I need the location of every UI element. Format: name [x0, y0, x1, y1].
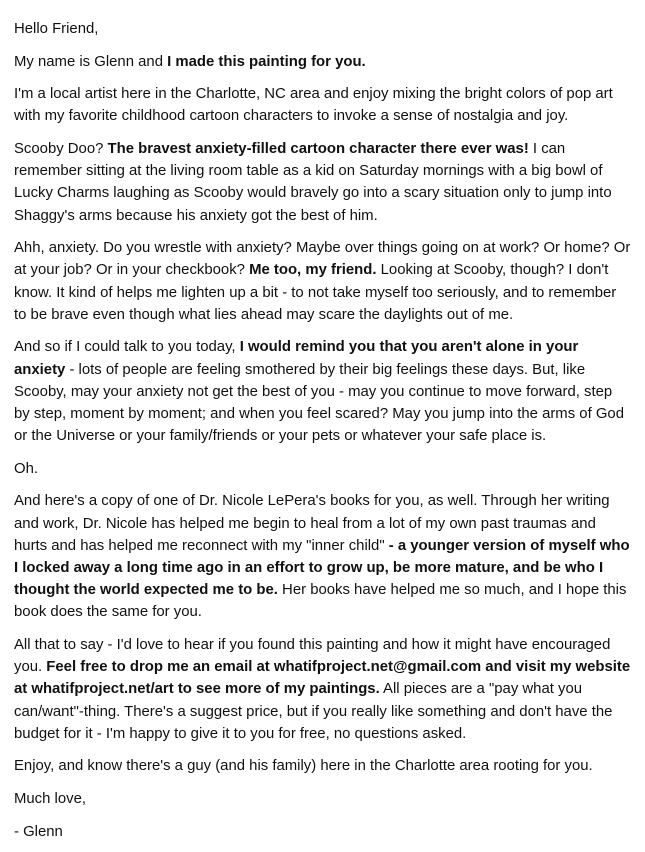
intro-emphasis: I made this painting for you. — [167, 53, 366, 70]
contact-paragraph — [14, 634, 631, 745]
closing: Much love, — [14, 791, 87, 807]
contact-text-end: All pieces are a "pay what you can/want"-thing. There's a suggest price, but if you really like something and don't have the budget for it - I'm happy to give it to you for free, no questions asked. — [14, 681, 613, 742]
reminder-text-end: - lots of people are feeling smothered by their big feelings these days. But, like Scooby, may your anxiety not get the best of you - may you continue to move forward, step by step, moment by moment; and when you feel scared? May you jump into the arms of God or the Universe or your family/friends or your pets or whatever your safe place is. — [14, 361, 624, 445]
book-text-start: And here's a copy of one of Dr. Nicole LePera's books for you, as well. Through her writing and work, Dr. Nicole has helped me begin to heal from a lot of my own past traumas and hurts and has helped me reconnect with my "inner child" — [14, 493, 610, 554]
book-text-end: Her books have helped me so much, and I hope this book does the same for you. — [14, 582, 627, 621]
anxiety-text-start: Ahh, anxiety. Do you wrestle with anxiety? Maybe over things going on at work? Or home? Or at your job? Or in your checkbook? — [14, 240, 631, 279]
book-paragraph — [14, 490, 631, 623]
oh-paragraph: Oh. — [14, 460, 39, 477]
contact-text-start: All that to say - I'd love to hear if you found this painting and how it might have encouraged you. — [14, 637, 611, 676]
scooby-text-end: I can remember sitting at the living room table as a kid on Saturday mornings with a big bowl of Lucky Charms laughing as Scooby would bravely go into a scary situation only to jump into Shaggy's arms because his anxiety got the best of him. — [14, 140, 612, 224]
contact-emphasis: Feel free to drop me an email at whatifproject.net@gmail.com and visit my website at whatifproject.net/art to see more of my paintings. — [14, 659, 631, 698]
reminder-text-start: And so if I could talk to you today, — [14, 339, 240, 356]
anxiety-emphasis: Me too, my friend. — [249, 262, 377, 279]
artist-paragraph: I'm a local artist here in the Charlotte, NC area and enjoy mixing the bright colors of pop art with my favorite childhood cartoon characters to invoke a sense of nostalgia and joy. — [14, 86, 613, 125]
signature: - Glenn — [14, 823, 63, 840]
anxiety-text-end: Looking at Scooby, though? I don't know. It kind of helps me lighten up a bit - to not take myself too seriously, and to remember to be brave even though what lies ahead may scare the daylights out of me. — [14, 262, 617, 323]
greeting: Hello Friend, — [14, 21, 99, 37]
intro-paragraph — [14, 51, 631, 73]
scooby-text-start: Scooby Doo? — [14, 140, 108, 157]
intro-text: My name is Glenn and — [14, 53, 168, 70]
enjoy-paragraph: Enjoy, and know there's a guy (and his family) here in the Charlotte area rooting for you. — [14, 758, 593, 775]
scooby-paragraph — [14, 138, 631, 227]
reminder-paragraph — [14, 336, 631, 447]
book-emphasis: - a younger version of myself who I locked away a long time ago in an effort to grow up, be more mature, and be who I thought the world expected me to be. — [14, 537, 630, 599]
reminder-emphasis: I would remind you that you aren't alone in your anxiety — [14, 339, 579, 378]
anxiety-paragraph — [14, 237, 631, 326]
scooby-emphasis: The bravest anxiety-filled cartoon character there ever was! — [107, 140, 529, 157]
